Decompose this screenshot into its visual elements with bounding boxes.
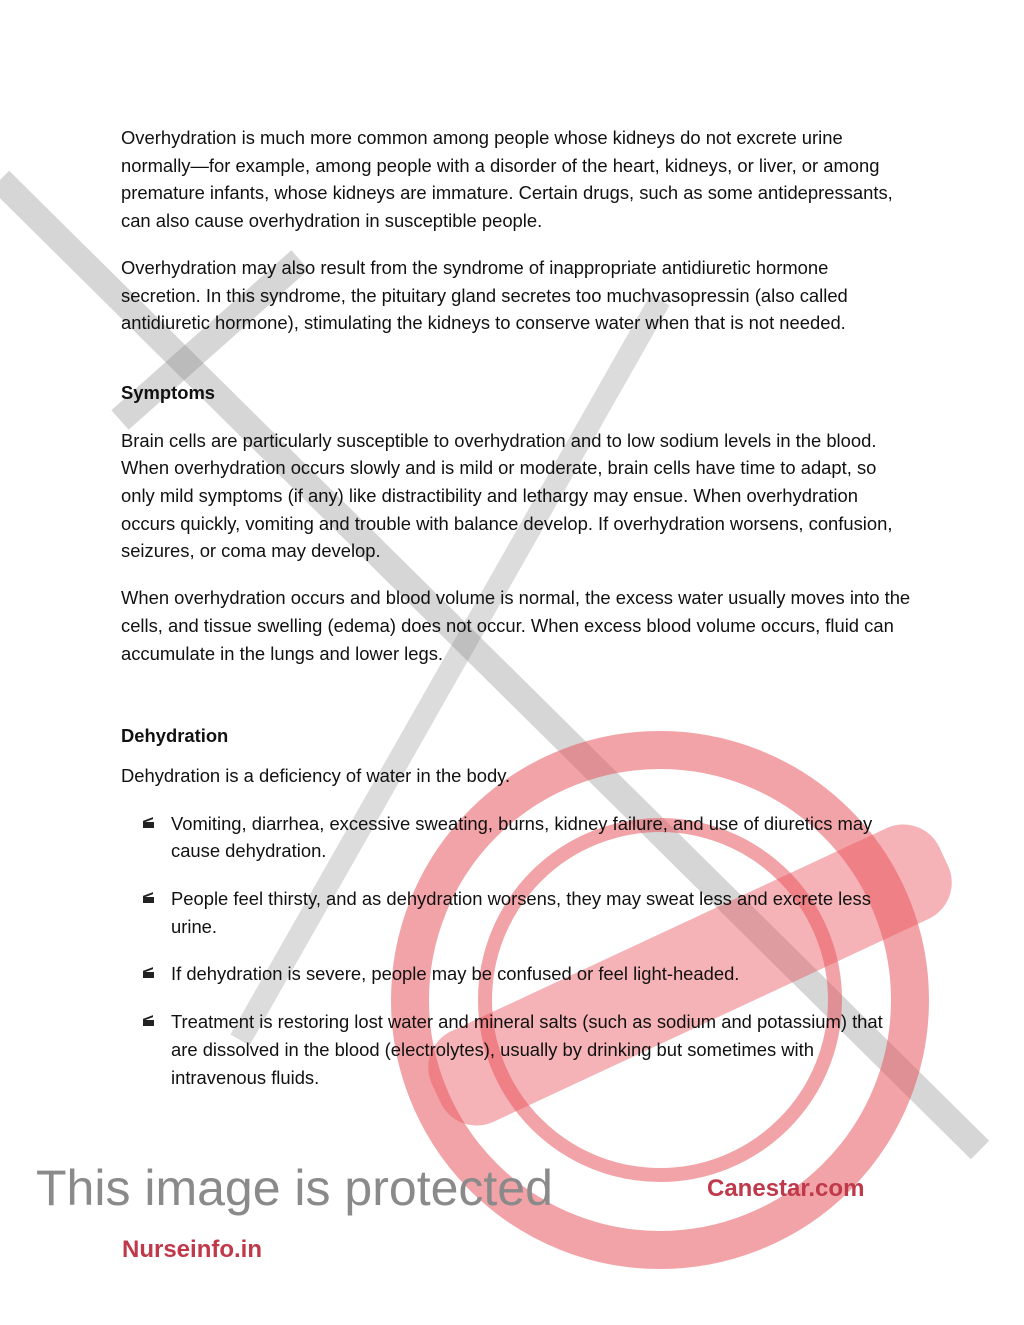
site-watermark-right: Canestar.com [707,1175,865,1202]
paragraph: Brain cells are particularly susceptible to overhydration and to low sodium levels in the blood. When overhydration occurs slowly and is mild or moderate, brain cells have time to adapt, so only mild symptoms (if any) like distractibility and lethargy may ensue. When overhydration occurs quickly, vomiting and trouble with balance develop. If overhydration worsens, confusion, seizures, or coma may develop. [121,429,893,562]
protected-watermark: This image is protected [36,1160,553,1216]
bullet-icon [143,894,155,903]
list-item [121,1008,911,1091]
paragraph: Overhydration is much more common among people whose kidneys do not excrete urine normally—for example, among people with a disorder of the heart, kidneys, or liver, or among premature infants, whose kidneys are immature. Certain drugs, such as some antidepressants, can also cause overhydration in susceptible people. [121,127,893,232]
site-watermark-left: Nurseinfo.in [122,1236,263,1263]
paragraph: Dehydration is a deficiency of water in the body. [121,764,511,786]
list-item [121,810,911,865]
list-item-text: People feel thirsty, and as dehydration worsens, they may sweat less and excrete less urine. [171,888,871,937]
document-body [121,124,911,1111]
bullet-icon [143,969,155,978]
paragraph: When overhydration occurs and blood volume is normal, the excess water usually moves into the cells, and tissue swelling (edema) does not occur. When excess blood volume occurs, fluid can accumulate in the lungs and lower legs. [121,587,911,664]
bullet-list [121,810,911,1092]
list-item-text: If dehydration is severe, people may be confused or feel light-headed. [171,963,740,985]
list-item-text: Treatment is restoring lost water and mineral salts (such as sodium and potassium) that are dissolved in the blood (electrolytes), usually by drinking but sometimes with intravenous fluids. [171,1011,883,1088]
bullet-icon [143,1017,155,1026]
bullet-icon [143,819,155,828]
list-item [121,960,911,988]
heading-dehydration: Dehydration [121,725,229,747]
paragraph: Overhydration may also result from the syndrome of inappropriate antidiuretic hormone secretion. In this syndrome, the pituitary gland secretes too muchvasopressin (also called antidiuretic hormone), stimulating the kidneys to conserve water when that is not needed. [121,256,848,334]
heading-symptoms: Symptoms [121,381,216,403]
list-item [121,885,911,940]
list-item-text: Vomiting, diarrhea, excessive sweating, burns, kidney failure, and use of diuretics may cause dehydration. [171,812,873,862]
